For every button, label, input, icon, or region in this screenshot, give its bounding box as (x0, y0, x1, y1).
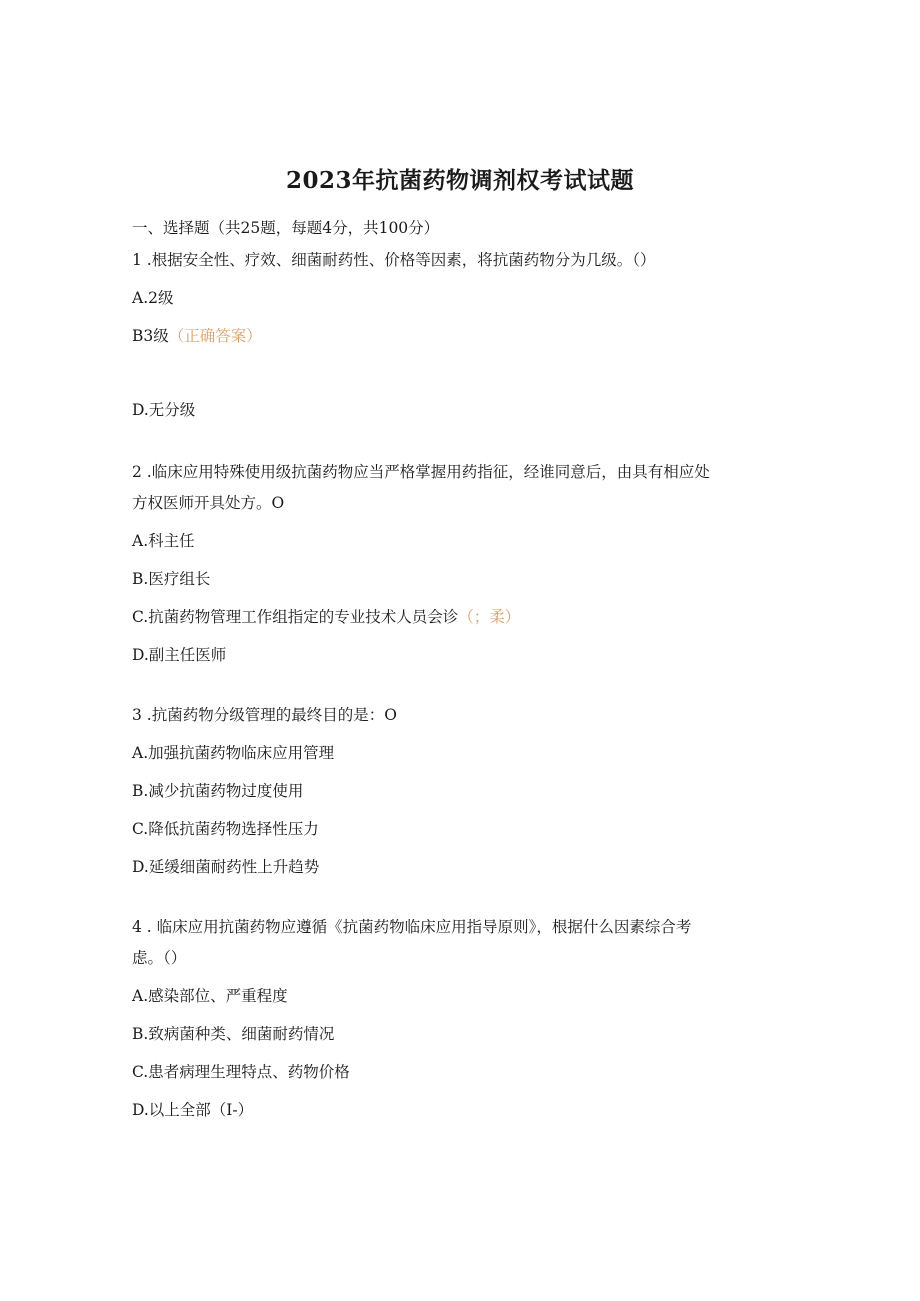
question-3-option-a: A.加强抗菌药物临床应用管理 (132, 744, 335, 762)
question-2-stem-line-2: 方权医师开具处方。O (132, 494, 285, 512)
question-2-stem-line-1: 2 .临床应用特殊使用级抗菌药物应当严格掌握用药指征，经谁同意后，由具有相应处 (132, 463, 710, 481)
question-3-option-c: C.降低抗菌药物选择性压力 (132, 820, 319, 838)
question-1-option-b-text: B3级 (132, 327, 169, 345)
question-4-option-a: A.感染部位、严重程度 (132, 987, 288, 1005)
question-1-option-d: D.无分级 (132, 401, 196, 419)
question-2-option-c-text: C.抗菌药物管理工作组指定的专业技术人员会诊 (132, 608, 459, 626)
question-2-option-c (132, 607, 520, 627)
question-3-option-d: D.延缓细菌耐药性上升趋势 (132, 858, 320, 876)
question-1-option-b (132, 326, 262, 346)
question-2-answer-note: （；柔） (458, 608, 521, 626)
question-1-stem: 1 .根据安全性、疗效、细菌耐药性、价格等因素，将抗菌药物分为几级。（） (132, 251, 656, 269)
question-4-stem-line-1: 4 . 临床应用抗菌药物应遵循《抗菌药物临床应用指导原则》，根据什么因素综合考 (132, 918, 692, 936)
question-1-option-a: A.2级 (132, 289, 174, 307)
question-4-option-d: D.以上全部（I-） (132, 1101, 254, 1119)
question-4-stem-line-2: 虑。（） (132, 949, 187, 967)
question-1-answer-note: （正确答案） (168, 327, 262, 345)
question-3-stem: 3 .抗菌药物分级管理的最终目的是：O (132, 706, 397, 724)
question-4-option-c: C.患者病理生理特点、药物价格 (132, 1063, 350, 1081)
question-4-option-b: B.致病菌种类、细菌耐药情况 (132, 1025, 335, 1043)
question-3-option-b: B.减少抗菌药物过度使用 (132, 782, 304, 800)
question-2-option-b: B.医疗组长 (132, 570, 211, 588)
section-heading: 一、选择题（共25题，每题4分，共100分） (132, 219, 440, 237)
question-2-option-d: D.副主任医师 (132, 646, 227, 664)
question-2-option-a: A.科主任 (132, 532, 195, 550)
document-title: 2023年抗菌药物调剂权考试试题 (285, 167, 634, 194)
